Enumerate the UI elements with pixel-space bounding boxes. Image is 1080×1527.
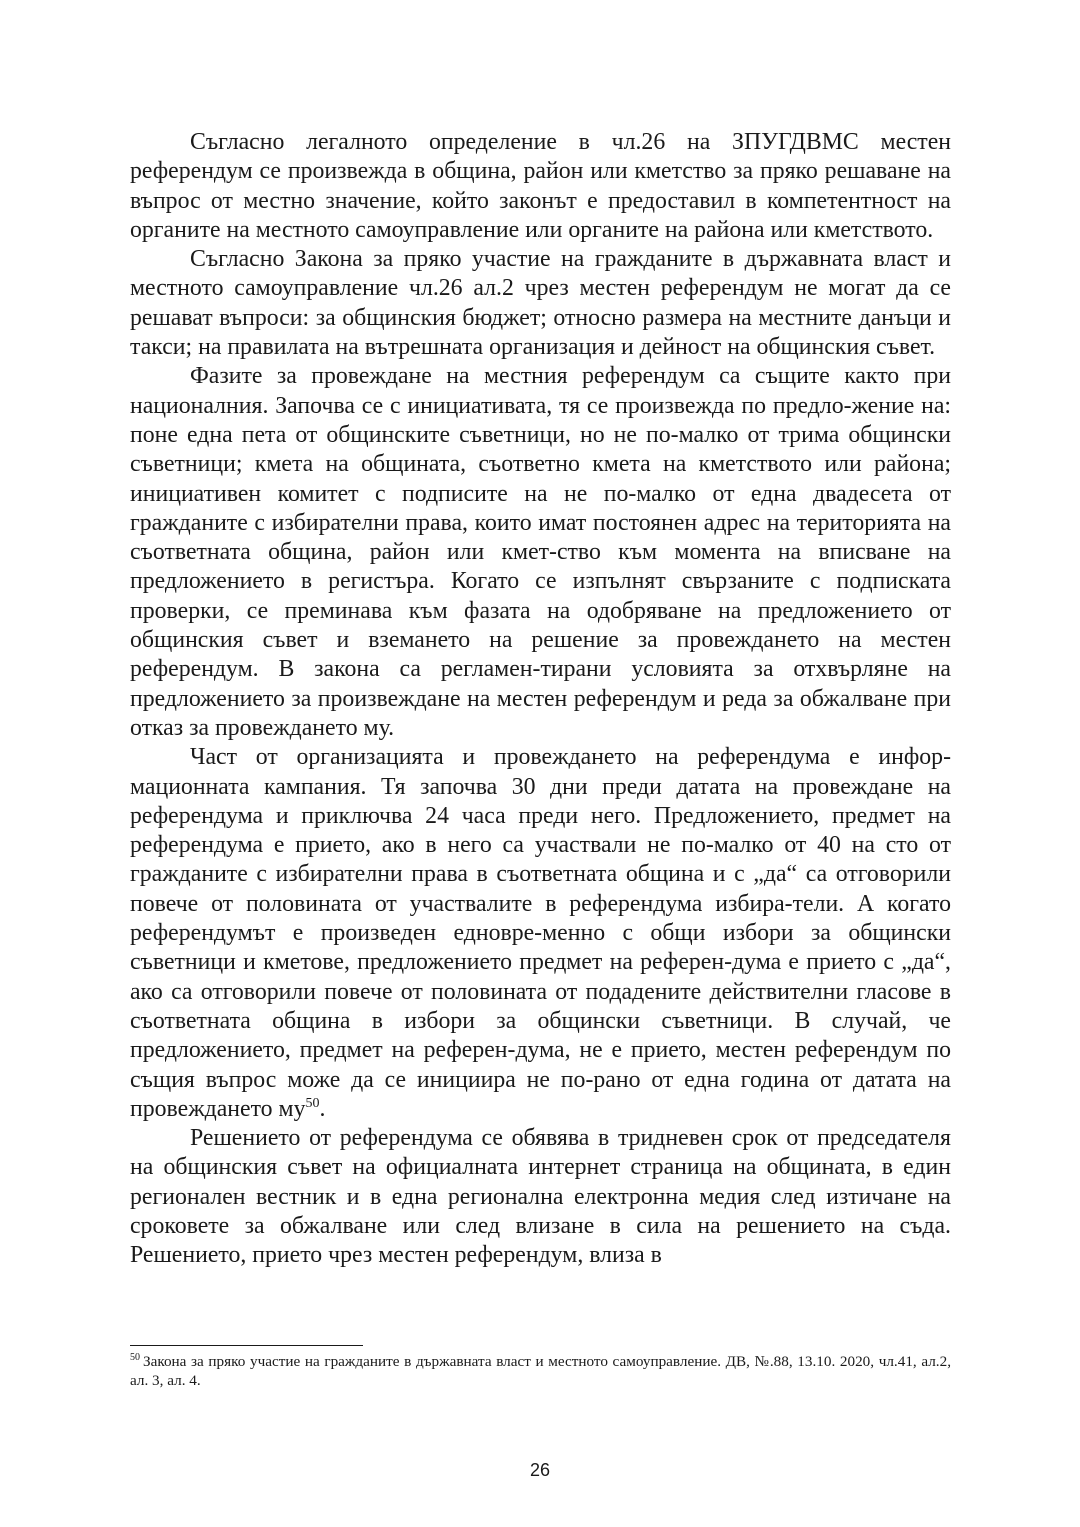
footnote-text: Закона за пряко участие на гражданите в държавната власт и местното самоуправление. ДВ, №.88, 13.10. 2020, чл.41, ал.2, ал. 3, ал. 4. bbox=[130, 1353, 951, 1389]
body-text bbox=[130, 128, 951, 1271]
paragraph-3: Фазите за провеждане на местния референдум са същите както при националния. Започва се с инициативата, тя се произвежда по предло-жение на: поне една пета от общинските съветници, но не по-малко от трима общински съветници; кмета на общината, съответно кмета на кметството или района; инициативен комитет с подписите на не по-малко от една двадесета от гражданите с избирателни права, които имат постоянен адрес на територията на съответната община, район или кмет-ство към момента на вписване на предложението в регистъра. Когато се изпълнят свързаните с подписката проверки, се преминава към фазата на одобряване на предложението от общинския съвет и вземането на решение за провеждането на местен референдум. В закона са регламен-тирани условията за отхвърляне на предложението за произвеждане на местен референдум и реда за обжалване при отказ за провеждането му. bbox=[130, 363, 951, 741]
paragraph-4-text: Част от организацията и провеждането на референдума е инфор-мационната кампания. Тя започва 30 дни преди датата на провеждане на референдума и приключва 24 часа преди него. Предложението, предмет на референдума е прието, ако в него са участвали не по-малко от 40 на сто от гражданите с избирателни права в съответната община и с „да“ са отговорили повече от половината от участвалите в референдума избира-тели. А когато референдумът е произведен едновре-менно с общи избори за общински съветници и кметове, предложението предмет на референ-дума е прието с „да“, ако са отговорили повече от половината от подадените действителни гласове в съответната община в избори за общински съветници. В случай, че предложението, предмет на референ-дума, не е прието, местен референдум по същия въпрос може да се инициира не по-рано от една година от датата на провеждането му bbox=[130, 744, 951, 1122]
paragraph-2: Съгласно Закона за пряко участие на гражданите в държавната власт и местното самоуправление чл.26 ал.2 чрез местен референдум не могат да се решават въпроси: за общинския бюджет; относно размера на местните данъци и такси; на правилата на вътрешната организация и дейност на общинския съвет. bbox=[130, 246, 951, 361]
paragraph-4-end: . bbox=[319, 1095, 326, 1122]
footnote-number: 50 bbox=[130, 1351, 140, 1363]
paragraph-5: Решението от референдума се обявява в тридневен срок от председателя на общинския съвет на официалната интернет страница на общината, в един регионален вестник и в една регионална електронна медия след изтичане на сроковете за обжалване или след влизане в сила на решението на съда. Решението, прието чрез местен референдум, влиза в bbox=[130, 1125, 951, 1269]
footnote bbox=[130, 1352, 951, 1390]
footnote-reference[interactable]: 50 bbox=[305, 1095, 320, 1111]
paragraph-4 bbox=[130, 743, 951, 1124]
paragraph-1: Съгласно легалното определение в чл.26 на ЗПУГДВМС местен референдум се произвежда в община, район или кметство за пряко решаване на въпрос от местно значение, който законът е предоставил в компетентност на органите на местното самоуправление или органите на района или кметството. bbox=[130, 129, 951, 243]
footnote-separator bbox=[130, 1345, 363, 1346]
page-number: 26 bbox=[529, 1460, 551, 1480]
